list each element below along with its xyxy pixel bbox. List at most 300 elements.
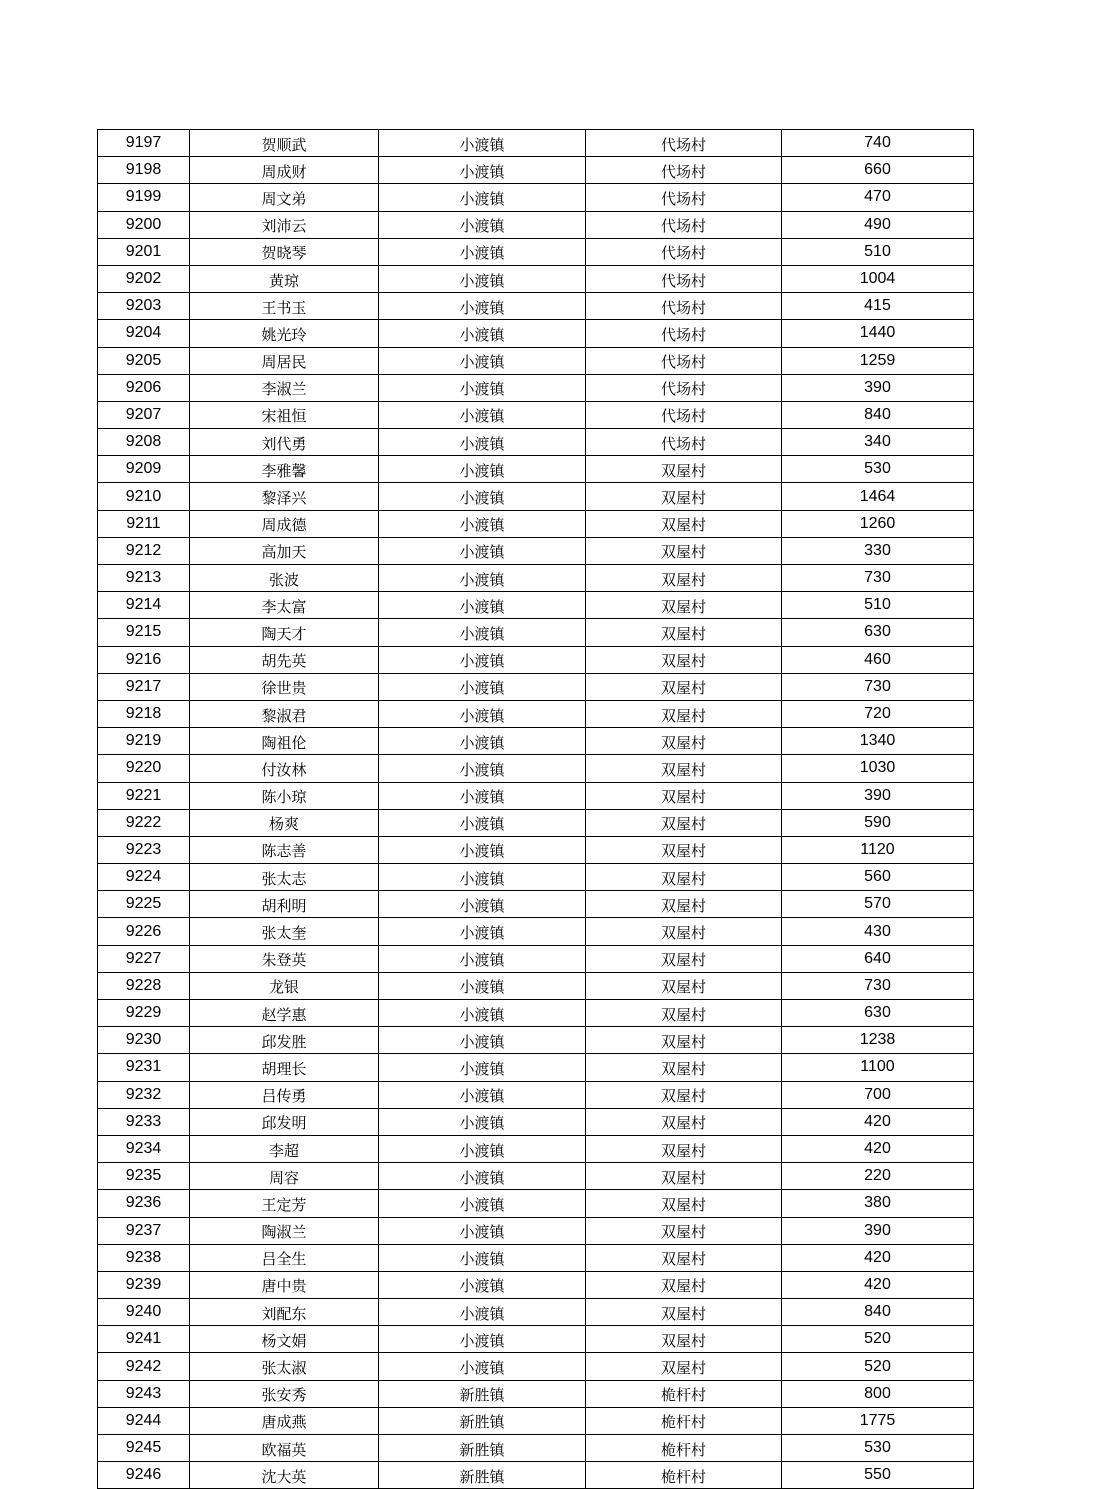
cell-town: 小渡镇	[379, 728, 586, 755]
cell-id: 9241	[98, 1326, 190, 1353]
cell-amount: 590	[782, 809, 974, 836]
table-row	[98, 1081, 974, 1108]
cell-village: 桅杆村	[586, 1407, 782, 1434]
cell-amount: 490	[782, 211, 974, 238]
cell-amount: 1464	[782, 483, 974, 510]
cell-village: 双屋村	[586, 1108, 782, 1135]
cell-town: 小渡镇	[379, 483, 586, 510]
table-row	[98, 211, 974, 238]
table-row	[98, 1380, 974, 1407]
cell-name: 张太奎	[190, 918, 379, 945]
cell-amount: 730	[782, 673, 974, 700]
cell-name: 王书玉	[190, 293, 379, 320]
cell-id: 9215	[98, 619, 190, 646]
cell-village: 双屋村	[586, 755, 782, 782]
cell-village: 双屋村	[586, 782, 782, 809]
cell-id: 9208	[98, 429, 190, 456]
cell-name: 黎淑君	[190, 700, 379, 727]
cell-id: 9244	[98, 1407, 190, 1434]
cell-town: 小渡镇	[379, 1027, 586, 1054]
cell-name: 李超	[190, 1135, 379, 1162]
cell-town: 小渡镇	[379, 1217, 586, 1244]
cell-id: 9236	[98, 1190, 190, 1217]
table-row	[98, 1462, 974, 1489]
cell-village: 双屋村	[586, 809, 782, 836]
cell-id: 9230	[98, 1027, 190, 1054]
table-row	[98, 238, 974, 265]
cell-name: 胡先英	[190, 646, 379, 673]
table-row	[98, 1190, 974, 1217]
cell-id: 9237	[98, 1217, 190, 1244]
cell-village: 双屋村	[586, 728, 782, 755]
cell-name: 吕全生	[190, 1244, 379, 1271]
cell-id: 9242	[98, 1353, 190, 1380]
cell-id: 9233	[98, 1108, 190, 1135]
cell-amount: 550	[782, 1462, 974, 1489]
cell-name: 赵学惠	[190, 1000, 379, 1027]
cell-village: 桅杆村	[586, 1462, 782, 1489]
cell-amount: 840	[782, 1299, 974, 1326]
cell-name: 贺顺武	[190, 130, 379, 157]
cell-town: 小渡镇	[379, 891, 586, 918]
cell-town: 小渡镇	[379, 1190, 586, 1217]
cell-id: 9219	[98, 728, 190, 755]
cell-name: 黄琼	[190, 265, 379, 292]
cell-id: 9223	[98, 836, 190, 863]
cell-id: 9209	[98, 456, 190, 483]
table-row	[98, 510, 974, 537]
table-row	[98, 537, 974, 564]
table-row	[98, 1407, 974, 1434]
cell-id: 9232	[98, 1081, 190, 1108]
cell-town: 小渡镇	[379, 565, 586, 592]
cell-name: 陶淑兰	[190, 1217, 379, 1244]
cell-town: 小渡镇	[379, 265, 586, 292]
cell-id: 9225	[98, 891, 190, 918]
table-row	[98, 429, 974, 456]
cell-amount: 570	[782, 891, 974, 918]
cell-amount: 430	[782, 918, 974, 945]
cell-name: 付汝林	[190, 755, 379, 782]
cell-village: 双屋村	[586, 1190, 782, 1217]
cell-village: 代场村	[586, 429, 782, 456]
cell-village: 代场村	[586, 238, 782, 265]
cell-amount: 800	[782, 1380, 974, 1407]
cell-id: 9197	[98, 130, 190, 157]
cell-amount: 380	[782, 1190, 974, 1217]
cell-village: 双屋村	[586, 1299, 782, 1326]
table-row	[98, 1271, 974, 1298]
cell-amount: 530	[782, 1435, 974, 1462]
cell-village: 双屋村	[586, 1217, 782, 1244]
cell-amount: 730	[782, 565, 974, 592]
cell-amount: 730	[782, 972, 974, 999]
cell-village: 双屋村	[586, 646, 782, 673]
table-row	[98, 1326, 974, 1353]
cell-amount: 340	[782, 429, 974, 456]
cell-id: 9198	[98, 157, 190, 184]
cell-name: 周文弟	[190, 184, 379, 211]
cell-name: 唐成燕	[190, 1407, 379, 1434]
cell-amount: 460	[782, 646, 974, 673]
cell-amount: 1238	[782, 1027, 974, 1054]
cell-village: 双屋村	[586, 836, 782, 863]
cell-amount: 1260	[782, 510, 974, 537]
cell-name: 黎泽兴	[190, 483, 379, 510]
table-row	[98, 1299, 974, 1326]
table-row	[98, 1135, 974, 1162]
cell-name: 欧福英	[190, 1435, 379, 1462]
table-row	[98, 1435, 974, 1462]
cell-id: 9214	[98, 592, 190, 619]
cell-town: 小渡镇	[379, 755, 586, 782]
table-row	[98, 456, 974, 483]
cell-amount: 640	[782, 945, 974, 972]
table-row	[98, 347, 974, 374]
table-row	[98, 1027, 974, 1054]
cell-name: 吕传勇	[190, 1081, 379, 1108]
cell-amount: 840	[782, 401, 974, 428]
cell-village: 双屋村	[586, 1244, 782, 1271]
cell-amount: 1775	[782, 1407, 974, 1434]
cell-id: 9222	[98, 809, 190, 836]
table-row	[98, 293, 974, 320]
cell-village: 双屋村	[586, 700, 782, 727]
table-row	[98, 755, 974, 782]
cell-town: 小渡镇	[379, 320, 586, 347]
cell-id: 9205	[98, 347, 190, 374]
table-row	[98, 646, 974, 673]
cell-id: 9217	[98, 673, 190, 700]
cell-village: 代场村	[586, 157, 782, 184]
cell-name: 杨爽	[190, 809, 379, 836]
cell-village: 桅杆村	[586, 1380, 782, 1407]
cell-village: 双屋村	[586, 1135, 782, 1162]
table-body	[98, 130, 974, 1489]
table-row	[98, 565, 974, 592]
cell-id: 9220	[98, 755, 190, 782]
cell-town: 小渡镇	[379, 1108, 586, 1135]
cell-name: 刘沛云	[190, 211, 379, 238]
cell-id: 9213	[98, 565, 190, 592]
cell-village: 双屋村	[586, 565, 782, 592]
cell-amount: 530	[782, 456, 974, 483]
table-row	[98, 130, 974, 157]
cell-name: 宋祖恒	[190, 401, 379, 428]
cell-town: 小渡镇	[379, 1299, 586, 1326]
cell-village: 双屋村	[586, 456, 782, 483]
cell-amount: 420	[782, 1135, 974, 1162]
table-row	[98, 945, 974, 972]
cell-town: 小渡镇	[379, 374, 586, 401]
cell-village: 双屋村	[586, 537, 782, 564]
cell-village: 双屋村	[586, 891, 782, 918]
cell-id: 9199	[98, 184, 190, 211]
cell-id: 9239	[98, 1271, 190, 1298]
cell-town: 新胜镇	[379, 1380, 586, 1407]
cell-name: 唐中贵	[190, 1271, 379, 1298]
cell-town: 小渡镇	[379, 782, 586, 809]
cell-village: 双屋村	[586, 619, 782, 646]
cell-id: 9224	[98, 864, 190, 891]
cell-name: 陈志善	[190, 836, 379, 863]
cell-village: 双屋村	[586, 1353, 782, 1380]
cell-town: 小渡镇	[379, 592, 586, 619]
cell-name: 李雅馨	[190, 456, 379, 483]
table-row	[98, 864, 974, 891]
cell-id: 9240	[98, 1299, 190, 1326]
cell-name: 张太志	[190, 864, 379, 891]
cell-amount: 1030	[782, 755, 974, 782]
cell-town: 小渡镇	[379, 347, 586, 374]
cell-village: 双屋村	[586, 864, 782, 891]
table-row	[98, 700, 974, 727]
cell-village: 双屋村	[586, 1271, 782, 1298]
cell-name: 陈小琼	[190, 782, 379, 809]
table-row	[98, 619, 974, 646]
cell-village: 代场村	[586, 211, 782, 238]
cell-amount: 630	[782, 619, 974, 646]
cell-amount: 1340	[782, 728, 974, 755]
cell-name: 杨文娟	[190, 1326, 379, 1353]
cell-amount: 420	[782, 1108, 974, 1135]
cell-id: 9218	[98, 700, 190, 727]
cell-town: 小渡镇	[379, 238, 586, 265]
cell-town: 小渡镇	[379, 918, 586, 945]
cell-town: 小渡镇	[379, 157, 586, 184]
cell-name: 徐世贵	[190, 673, 379, 700]
cell-id: 9216	[98, 646, 190, 673]
cell-village: 双屋村	[586, 1326, 782, 1353]
cell-id: 9212	[98, 537, 190, 564]
table-row	[98, 1353, 974, 1380]
cell-town: 新胜镇	[379, 1407, 586, 1434]
cell-name: 陶天才	[190, 619, 379, 646]
cell-id: 9238	[98, 1244, 190, 1271]
table-row	[98, 1108, 974, 1135]
cell-id: 9207	[98, 401, 190, 428]
cell-id: 9234	[98, 1135, 190, 1162]
cell-town: 小渡镇	[379, 809, 586, 836]
cell-town: 小渡镇	[379, 1163, 586, 1190]
cell-town: 小渡镇	[379, 945, 586, 972]
table-row	[98, 1054, 974, 1081]
cell-amount: 630	[782, 1000, 974, 1027]
cell-amount: 520	[782, 1353, 974, 1380]
cell-name: 李太富	[190, 592, 379, 619]
cell-amount: 390	[782, 1217, 974, 1244]
table-row	[98, 483, 974, 510]
table-row	[98, 1163, 974, 1190]
cell-village: 双屋村	[586, 510, 782, 537]
cell-id: 9246	[98, 1462, 190, 1489]
cell-amount: 390	[782, 782, 974, 809]
cell-town: 小渡镇	[379, 1326, 586, 1353]
cell-village: 代场村	[586, 347, 782, 374]
table-row	[98, 184, 974, 211]
cell-id: 9203	[98, 293, 190, 320]
cell-town: 新胜镇	[379, 1435, 586, 1462]
table-row	[98, 592, 974, 619]
cell-town: 小渡镇	[379, 646, 586, 673]
cell-village: 代场村	[586, 265, 782, 292]
cell-amount: 420	[782, 1271, 974, 1298]
cell-amount: 700	[782, 1081, 974, 1108]
cell-name: 王定芳	[190, 1190, 379, 1217]
table-row	[98, 918, 974, 945]
table-row	[98, 809, 974, 836]
cell-village: 双屋村	[586, 945, 782, 972]
cell-town: 小渡镇	[379, 700, 586, 727]
table-row	[98, 1000, 974, 1027]
table-row	[98, 401, 974, 428]
cell-amount: 510	[782, 592, 974, 619]
cell-town: 小渡镇	[379, 1081, 586, 1108]
cell-amount: 720	[782, 700, 974, 727]
table-row	[98, 891, 974, 918]
cell-id: 9206	[98, 374, 190, 401]
cell-village: 双屋村	[586, 592, 782, 619]
cell-village: 双屋村	[586, 1027, 782, 1054]
cell-id: 9226	[98, 918, 190, 945]
cell-name: 姚光玲	[190, 320, 379, 347]
cell-town: 小渡镇	[379, 293, 586, 320]
cell-name: 李淑兰	[190, 374, 379, 401]
cell-name: 邱发明	[190, 1108, 379, 1135]
cell-town: 小渡镇	[379, 1271, 586, 1298]
cell-id: 9235	[98, 1163, 190, 1190]
cell-town: 小渡镇	[379, 1353, 586, 1380]
cell-town: 小渡镇	[379, 972, 586, 999]
cell-village: 代场村	[586, 130, 782, 157]
cell-village: 双屋村	[586, 1081, 782, 1108]
cell-amount: 740	[782, 130, 974, 157]
cell-amount: 510	[782, 238, 974, 265]
cell-amount: 330	[782, 537, 974, 564]
table-row	[98, 728, 974, 755]
cell-amount: 390	[782, 374, 974, 401]
table-row	[98, 265, 974, 292]
cell-town: 小渡镇	[379, 510, 586, 537]
cell-town: 小渡镇	[379, 673, 586, 700]
cell-village: 双屋村	[586, 918, 782, 945]
table-row	[98, 1244, 974, 1271]
cell-name: 刘代勇	[190, 429, 379, 456]
cell-town: 小渡镇	[379, 184, 586, 211]
cell-village: 代场村	[586, 184, 782, 211]
cell-village: 双屋村	[586, 483, 782, 510]
cell-town: 小渡镇	[379, 1244, 586, 1271]
cell-id: 9211	[98, 510, 190, 537]
cell-town: 小渡镇	[379, 1054, 586, 1081]
cell-name: 贺晓琴	[190, 238, 379, 265]
cell-name: 沈大英	[190, 1462, 379, 1489]
cell-id: 9228	[98, 972, 190, 999]
cell-id: 9221	[98, 782, 190, 809]
data-table	[97, 129, 974, 1489]
cell-name: 刘配东	[190, 1299, 379, 1326]
cell-id: 9201	[98, 238, 190, 265]
cell-town: 小渡镇	[379, 864, 586, 891]
cell-id: 9229	[98, 1000, 190, 1027]
cell-amount: 660	[782, 157, 974, 184]
cell-name: 周居民	[190, 347, 379, 374]
cell-town: 小渡镇	[379, 537, 586, 564]
table-row	[98, 673, 974, 700]
cell-town: 小渡镇	[379, 456, 586, 483]
cell-village: 代场村	[586, 293, 782, 320]
cell-amount: 560	[782, 864, 974, 891]
cell-amount: 415	[782, 293, 974, 320]
cell-amount: 1004	[782, 265, 974, 292]
cell-name: 龙银	[190, 972, 379, 999]
cell-town: 小渡镇	[379, 1000, 586, 1027]
cell-name: 张波	[190, 565, 379, 592]
cell-village: 双屋村	[586, 673, 782, 700]
table-row	[98, 374, 974, 401]
cell-name: 高加天	[190, 537, 379, 564]
cell-amount: 220	[782, 1163, 974, 1190]
cell-amount: 470	[782, 184, 974, 211]
cell-name: 周成德	[190, 510, 379, 537]
cell-amount: 1440	[782, 320, 974, 347]
cell-village: 代场村	[586, 320, 782, 347]
cell-id: 9245	[98, 1435, 190, 1462]
cell-id: 9200	[98, 211, 190, 238]
cell-town: 小渡镇	[379, 211, 586, 238]
table-row	[98, 320, 974, 347]
cell-town: 小渡镇	[379, 619, 586, 646]
cell-amount: 1120	[782, 836, 974, 863]
table-row	[98, 157, 974, 184]
cell-id: 9202	[98, 265, 190, 292]
cell-name: 张安秀	[190, 1380, 379, 1407]
cell-id: 9243	[98, 1380, 190, 1407]
cell-name: 周成财	[190, 157, 379, 184]
cell-name: 胡利明	[190, 891, 379, 918]
cell-town: 小渡镇	[379, 429, 586, 456]
cell-village: 双屋村	[586, 972, 782, 999]
table-row	[98, 782, 974, 809]
cell-amount: 1100	[782, 1054, 974, 1081]
cell-village: 双屋村	[586, 1000, 782, 1027]
cell-amount: 420	[782, 1244, 974, 1271]
table-row	[98, 836, 974, 863]
cell-village: 代场村	[586, 401, 782, 428]
cell-village: 双屋村	[586, 1163, 782, 1190]
cell-name: 胡理长	[190, 1054, 379, 1081]
cell-town: 小渡镇	[379, 1135, 586, 1162]
cell-town: 小渡镇	[379, 836, 586, 863]
cell-amount: 1259	[782, 347, 974, 374]
table-row	[98, 1217, 974, 1244]
cell-id: 9231	[98, 1054, 190, 1081]
cell-name: 周容	[190, 1163, 379, 1190]
cell-town: 小渡镇	[379, 130, 586, 157]
cell-id: 9204	[98, 320, 190, 347]
cell-id: 9227	[98, 945, 190, 972]
cell-town: 新胜镇	[379, 1462, 586, 1489]
cell-id: 9210	[98, 483, 190, 510]
cell-town: 小渡镇	[379, 401, 586, 428]
cell-village: 双屋村	[586, 1054, 782, 1081]
cell-village: 桅杆村	[586, 1435, 782, 1462]
cell-name: 张太淑	[190, 1353, 379, 1380]
cell-amount: 520	[782, 1326, 974, 1353]
cell-village: 代场村	[586, 374, 782, 401]
cell-name: 朱登英	[190, 945, 379, 972]
cell-name: 陶祖伦	[190, 728, 379, 755]
